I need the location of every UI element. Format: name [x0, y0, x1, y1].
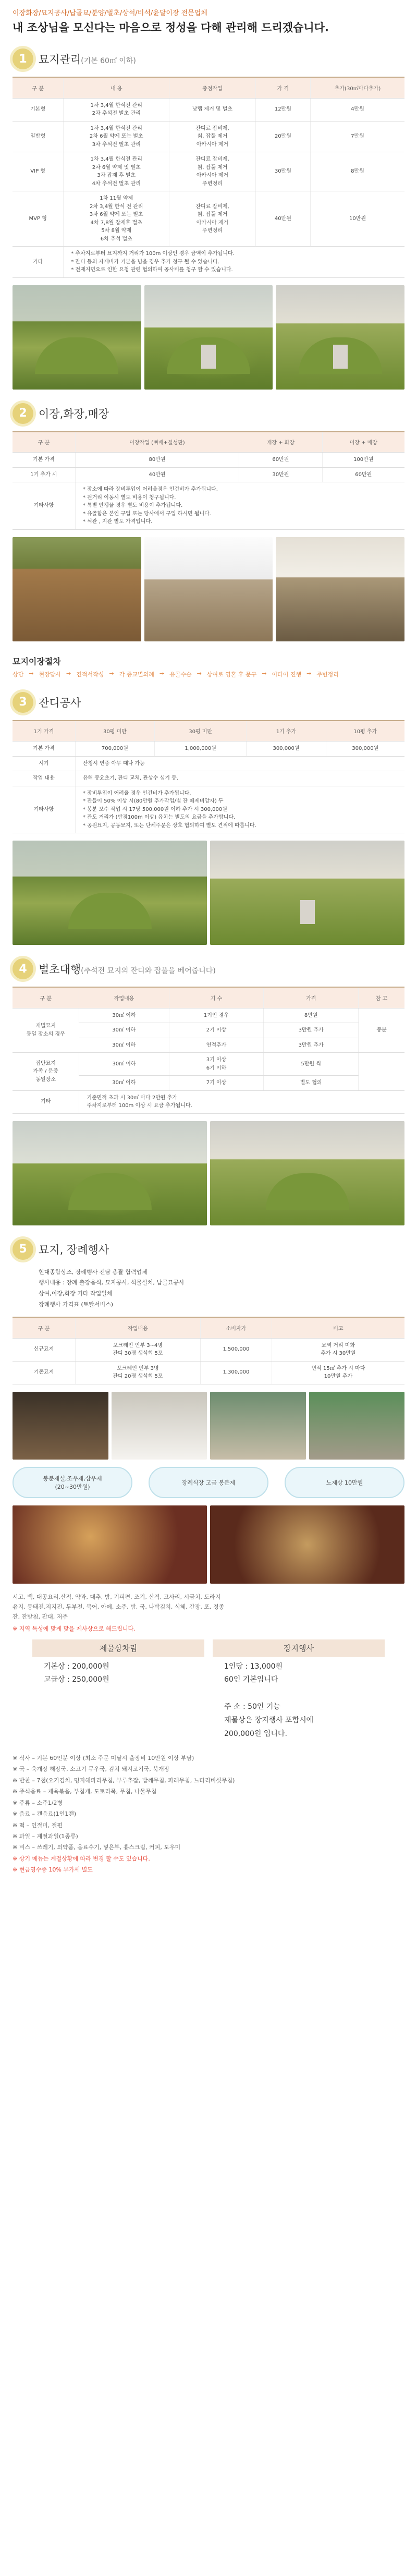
cell: 1기인 경우 — [169, 1008, 264, 1023]
cell: 60만원 — [239, 453, 322, 468]
section-heading: 이장,화장,매장 — [39, 407, 109, 420]
cell: 유해 봉요초기, 잔디 교체, 관상수 심기 등. — [75, 771, 404, 786]
cell: 5만원 씩 — [264, 1053, 359, 1076]
cell: 시기 — [13, 756, 75, 771]
col-header: 구 분 — [13, 432, 75, 453]
relocation-photo — [144, 537, 273, 641]
col-header: 작업내용 — [79, 987, 169, 1008]
cell: 기본형 — [13, 98, 64, 121]
section-number: 4 — [13, 958, 33, 979]
cell: 60만원 — [322, 467, 404, 482]
cell: 기타사항 — [13, 786, 75, 833]
table-setting-photo-row — [13, 1505, 404, 1584]
cell: 포크레인 인부 3명 잔디 20평 생석회 5포 — [75, 1361, 200, 1384]
funeral-photo-row — [13, 1392, 404, 1460]
cell: 작업 내용 — [13, 771, 75, 786]
cell: 8만원 — [264, 1008, 359, 1023]
price-boxes — [13, 1639, 404, 1744]
col-header: 구 분 — [13, 987, 79, 1008]
col-header: 이장 + 매장 — [322, 432, 404, 453]
cell: 300,000원 — [326, 742, 404, 757]
col-header: 구 분 — [13, 77, 64, 98]
relocation-photo — [276, 537, 404, 641]
turf-table — [13, 720, 404, 834]
table-setting-items: 시고, 백, 대공요리,산적, 약과, 대추, 밤, 기피편, 조기, 산적, 고사리, 시금치, 도라지 유지, 동태전,지지전, 두부전, 북어, 아메, 소주, 밤, 국, 나박김치, 식혜, 간장, 포, 정종 잔, 잔받침, 잔대, 저주 — [13, 1593, 225, 1621]
turf-photo — [210, 841, 404, 945]
offering-price-body: 기본상 : 200,000원 고급상 : 250,000원 — [44, 1662, 109, 1684]
cell: 1차 3,4월 한식전 관리 2차 추석전 벌초 관리 — [64, 98, 169, 121]
cell: 산청시 연중 아무 때나 가능 — [75, 756, 404, 771]
cell: 잔디료 잡비제, 칡, 잡풀 제거 아카시아 제거 — [169, 121, 255, 152]
section-3-title — [13, 692, 404, 713]
service-line: 장례행사 가격표 (토탈서비스) — [39, 1301, 114, 1308]
cell: 기존묘지 — [13, 1361, 75, 1384]
table-setting-note: ※ 지역 특성에 맞게 맞을 제사상으로 해드립니다. — [13, 1625, 136, 1633]
procedure-step: 견적서작성 — [76, 671, 104, 678]
col-header: 1기 추가 — [247, 721, 326, 742]
grave-photo — [13, 285, 141, 390]
table-row — [13, 1338, 404, 1361]
cell: 300,000원 — [247, 742, 326, 757]
photo-row — [13, 285, 404, 390]
cell: * 추차지로부터 묘지까지 거리가 100m 이상인 경우 금액이 추가됩니다. * 잔디 등의 자재비가 기본을 넘을 경우 추가 청구 될 수 있습니다. * 전재지면으로 인한 요청 관련 협의하여 공사비를 청구 할 수 있습니다. — [64, 247, 404, 278]
col-header: 구 분 — [13, 1317, 75, 1338]
table-row — [13, 1090, 404, 1113]
footnote: ※ 주류 – 소주1/2병 — [13, 1799, 63, 1806]
grave-photo — [144, 285, 273, 390]
cell: 1차 11월 약제 2차 3,4월 한식 전 관리 3차 6월 약제 또는 벌초 4차 7,8월 잡제후 벌초 5차 8월 약제 6차 추석 벌초 — [64, 191, 169, 247]
cell: 기타 — [13, 247, 64, 278]
cell: 포크레인 인부 3~4명 잔디 30평 생석회 5포 — [75, 1338, 200, 1361]
cell: 7만원 — [310, 121, 404, 152]
rite-badge: 봉분제설,조우제,삼우제 (20~30만원) — [13, 1467, 132, 1498]
table-row — [13, 1361, 404, 1384]
service-line: 행사내용 : 장례 출장음식, 묘지공사, 석물설치, 납골묘공사 — [39, 1279, 185, 1286]
burial-price-box — [213, 1639, 385, 1744]
burial-price-body: 1인당 : 13,000원 60인 기본입니다 주 소 : 50인 기능 제물상은 장지행사 포함시에 200,000원 입니다. — [224, 1662, 314, 1739]
cell: 20만원 — [255, 121, 310, 152]
cell: 4만원 — [310, 98, 404, 121]
footnote: ※ 현금영수증 10% 부가세 별도 — [13, 1866, 93, 1874]
table-row — [13, 152, 404, 191]
procedure-steps: 상담 → 현장답사 → 견적서작성 → 각 종교별의례 → 유골수습 → 상여로 영혼 후 문구 → 이타이 진행 → 주변정리 — [13, 670, 339, 678]
weeding-photo — [13, 1121, 207, 1225]
relocation-table — [13, 431, 404, 530]
funeral-photo — [210, 1392, 306, 1460]
photo-row — [13, 1121, 404, 1225]
cell: 1차 3,4월 한식전 관리 2차 6월 약제 또는 벌초 3차 추석전 벌초 관리 — [64, 121, 169, 152]
cell: 40만원 — [255, 191, 310, 247]
grave-management-table — [13, 77, 404, 278]
col-header: 개장 + 화장 — [239, 432, 322, 453]
section-heading: 벌초대행(추석전 묘지의 잔디와 잡풀을 베어줍니다) — [39, 963, 216, 976]
service-line: 현대종합상조, 장례행사 전담 총괄 협력업체 — [39, 1268, 148, 1275]
cell: 8만원 — [310, 152, 404, 191]
grave-photo — [276, 285, 404, 390]
cell: 30㎡ 이하 — [79, 1038, 169, 1053]
col-header: 비고 — [272, 1317, 404, 1338]
col-header: 기 수 — [169, 987, 264, 1008]
cell: 기본 가격 — [13, 453, 75, 468]
cell: 집단묘지 가족 / 문중 동일장소 — [13, 1053, 79, 1091]
col-header: 가격 — [264, 987, 359, 1008]
cell: 연적추가 — [169, 1038, 264, 1053]
section-number: 1 — [13, 48, 33, 69]
funeral-table — [13, 1317, 404, 1384]
procedure-title: 묘지이장절차 — [13, 656, 61, 666]
procedure-step: 상담 — [13, 671, 24, 678]
col-header: 가 격 — [255, 77, 310, 98]
section-heading: 묘지관리(기본 60㎡ 이하) — [39, 53, 136, 66]
funeral-photo — [13, 1392, 108, 1460]
cell: 3만원 추가 — [264, 1038, 359, 1053]
col-header: 작업내용 — [75, 1317, 200, 1338]
cell: MVP 형 — [13, 191, 64, 247]
col-header: 10평 추가 — [326, 721, 404, 742]
cell: 1,500,000 — [201, 1338, 272, 1361]
footnote: ※ 주식음료 – 제육볶음, 부침개, 도토리묵, 무침, 나물무침 — [13, 1788, 157, 1795]
cell: 별도 협의 — [264, 1076, 359, 1091]
cell: 3만원 추가 — [264, 1023, 359, 1038]
cell: 30만원 — [255, 152, 310, 191]
cell: 700,000원 — [75, 742, 154, 757]
procedure-step: 각 종교별의례 — [119, 671, 154, 678]
table-row — [13, 453, 404, 468]
cell: 신규묘지 — [13, 1338, 75, 1361]
cell: 기타사항 — [13, 482, 75, 530]
cell: 12만원 — [255, 98, 310, 121]
cell: 100만원 — [322, 453, 404, 468]
table-row — [13, 771, 404, 786]
section-heading: 묘지, 장례행사 — [39, 1243, 109, 1256]
cell: 개별묘지 동일 장소의 경우 — [13, 1008, 79, 1053]
footnote: ※ 상기 메뉴는 계절상황에 따라 변경 할 수도 있습니다. — [13, 1855, 150, 1862]
cell: 면적 15㎡ 추가 시 마다 10만원 추가 — [272, 1361, 404, 1384]
table-row — [13, 756, 404, 771]
table-row — [13, 191, 404, 247]
footnote: ※ 떡 – 인절미, 절편 — [13, 1821, 63, 1829]
table-row — [13, 742, 404, 757]
cell: 1,000,000원 — [154, 742, 246, 757]
rite-badge: 장례식장 고급 봉분제 — [149, 1467, 268, 1498]
cell: 1기 추가 시 — [13, 467, 75, 482]
col-header: 추가(30㎡마다추가) — [310, 77, 404, 98]
cell: 낫랩 제거 및 벌초 — [169, 98, 255, 121]
procedure-step: 주변정리 — [316, 671, 339, 678]
cell: 80만원 — [75, 453, 239, 468]
section-4-title — [13, 958, 404, 979]
table-setting-photo — [13, 1505, 207, 1584]
photo-row — [13, 537, 404, 641]
rite-badge: 노제상 10만원 — [285, 1467, 404, 1498]
funeral-photo — [112, 1392, 207, 1460]
cell: * 장소에 따라 장비투입이 어려울경우 인건비가 추가됩니다. * 원거리 이동시 별도 비용이 청구됩니다. * 특별 안쟁물 경우 별도 비용이 추가됩니다. * 유골함은 본인 구입 또는 당사에서 구입 하시면 됩니다. * 석관 , 지관 별도 가격입니다. — [75, 482, 404, 530]
funeral-photo — [309, 1392, 405, 1460]
table-setting-photo — [210, 1505, 404, 1584]
cell: 2기 이상 — [169, 1023, 264, 1038]
section-number: 3 — [13, 692, 33, 713]
service-line: 상여,이장,화장 기타 작업일체 — [39, 1290, 113, 1297]
table-row — [13, 1008, 404, 1023]
weeding-table — [13, 987, 404, 1114]
section-1-title — [13, 48, 404, 69]
table-row — [13, 121, 404, 152]
cell: 30만원 — [239, 467, 322, 482]
col-header: 30평 미만 — [75, 721, 154, 742]
col-header: 중점작업 — [169, 77, 255, 98]
cell: 봉분 — [359, 1008, 404, 1053]
table-row — [13, 1053, 404, 1076]
procedure-step: 현장답사 — [39, 671, 61, 678]
cell: 30㎡ 이하 — [79, 1053, 169, 1076]
procedure-step: 상여로 영혼 후 문구 — [206, 671, 257, 678]
cell: 40만원 — [75, 467, 239, 482]
col-header: 이장작업 (뼈배+칠성판) — [75, 432, 239, 453]
col-header: 내 용 — [64, 77, 169, 98]
section-number: 2 — [13, 403, 33, 424]
cell: 30㎡ 이하 — [79, 1076, 169, 1091]
relocation-photo — [13, 537, 141, 641]
rite-badges — [13, 1467, 404, 1498]
header-subtitle: 이장화장/묘지공사/납골묘/분양/벌초/상석/비석/윤달이장 전문업체 — [13, 9, 207, 17]
footnote: ※ 국 – 육개장 해장국, 소고기 무우국, 김치 돼지고기국, 북개장 — [13, 1766, 170, 1773]
procedure-step: 유골수습 — [169, 671, 192, 678]
weeding-photo — [210, 1121, 404, 1225]
cell: 잔디료 잡비제, 칡, 잡풀 제거 아카시아 제거 주변정리 — [169, 152, 255, 191]
cell: 묘역 거리 미화 추가 시 30만원 — [272, 1338, 404, 1361]
cell: 10만원 — [310, 191, 404, 247]
procedure-step: 이타이 진행 — [272, 671, 302, 678]
meal-footnotes — [13, 1753, 404, 1876]
col-header: 30평 미만 — [154, 721, 246, 742]
cell: VIP 형 — [13, 152, 64, 191]
section-heading: 잔디공사 — [39, 696, 81, 709]
cell: 30㎡ 이하 — [79, 1023, 169, 1038]
cell: 기타 — [13, 1090, 79, 1113]
table-row — [13, 98, 404, 121]
footnote: ※ 과일 – 계절과일(1종류) — [13, 1832, 78, 1840]
cell — [359, 1053, 404, 1091]
footnote: ※ 식사 – 기본 60인분 이상 (최소 주문 미달시 출장비 10만원 이상 부담) — [13, 1754, 194, 1761]
section-2-title — [13, 403, 404, 424]
service-intro — [13, 1267, 404, 1311]
turf-photo — [13, 841, 207, 945]
cell: 1차 3,4월 한식전 관리 2차 6월 약제 및 벌초 3차 잡제 후 벌초 4차 추석전 벌초 관리 — [64, 152, 169, 191]
table-row — [13, 247, 404, 278]
footnote: ※ 비스 – 쓰레기, 의약품, 음료수기, 넣은부, 흉스크림, 커피, 도우미 — [13, 1844, 181, 1851]
col-header: 소비자가 — [201, 1317, 272, 1338]
cell: 잔디료 잡비제, 칡, 잡풀 제거 아카시아 제거 주변정리 — [169, 191, 255, 247]
table-row — [13, 482, 404, 530]
col-header: 1기 가격 — [13, 721, 75, 742]
table-row — [13, 467, 404, 482]
photo-row — [13, 841, 404, 945]
col-header: 참 고 — [359, 987, 404, 1008]
footnote: ※ 음료 – 캔음료(1인1캔) — [13, 1811, 77, 1818]
cell: * 장비투입이 어려울 경우 인건비가 추가됩니다. * 잔들이 50% 이상 시(80만원 추가작업/별 잔 떼제비앙자) 두 * 봉분 보수 작업 시 17당 500,000원 이하 추가 시 300,000원 * 관도 거리가 (반경100m 이상) 유치는 별도의 요금을 추가합니다. * 공원묘지, 공동묘지, 또는 단체주문은 상호 협의하여 별도 견적에 따릅니다. — [75, 786, 404, 833]
cell: 1,300,000 — [201, 1361, 272, 1384]
header-main: 내 조상님을 모신다는 마음으로 정성을 다해 관리해 드리겠습니다. — [13, 21, 329, 34]
cell: 일반형 — [13, 121, 64, 152]
table-row — [13, 786, 404, 833]
section-5-title — [13, 1239, 404, 1260]
footnote: ※ 반찬 – 7첩(오기김치, 명지해파리무침, 부루추잡, 밥께무침, 파래무침, 느타리버섯무침) — [13, 1777, 235, 1784]
offering-price-title: 제물상차림 — [32, 1639, 204, 1657]
cell: 3기 이상 6기 이하 — [169, 1053, 264, 1076]
burial-price-title: 장지행사 — [213, 1639, 385, 1657]
cell: 기본 가격 — [13, 742, 75, 757]
section-number: 5 — [13, 1239, 33, 1260]
cell: 30㎡ 이하 — [79, 1008, 169, 1023]
offering-price-box — [32, 1639, 204, 1744]
cell: 기준면적 초과 시 30㎡ 마다 2만원 추가 주차지로부터 100m 이상 시 요금 추가됩니다. — [79, 1090, 404, 1113]
cell: 7기 이상 — [169, 1076, 264, 1091]
